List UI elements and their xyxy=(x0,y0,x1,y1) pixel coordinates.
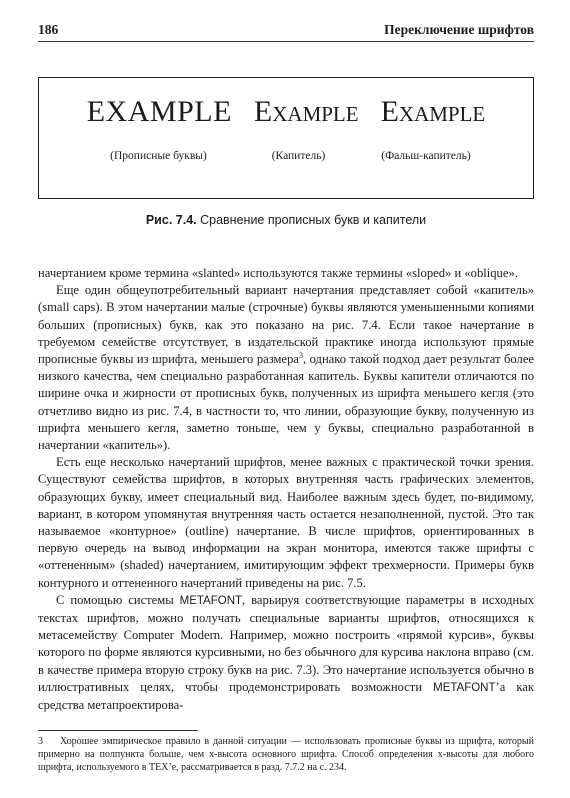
footnote xyxy=(38,735,534,774)
paragraph-4-part-a: С помощью системы xyxy=(56,592,180,607)
body-text xyxy=(38,265,534,714)
paragraph-2-part-a: Еще один общеупотребительный вариант начертания представляет собой «капитель» (small caps). В этом начертании малые (строчные) буквы являются уменьшенными копиями больших (прописных) букв, как это показано на рис. 7.4. Если такое начертание в требуемом семействе отсутствует, в издательской практике иногда используют прямые прописные буквы из шрифта, меньшего размера xyxy=(38,283,534,367)
document-page xyxy=(38,22,534,774)
figure-caption xyxy=(38,213,534,227)
example-smallcaps-first: E xyxy=(253,95,273,128)
running-header xyxy=(38,22,534,42)
paragraph-4 xyxy=(38,592,534,714)
label-caps: (Прописные буквы) xyxy=(110,150,207,162)
example-fake-first: E xyxy=(380,95,399,128)
example-smallcaps xyxy=(254,95,359,129)
footnote-divider xyxy=(38,730,198,731)
label-smallcaps: (Капитель) xyxy=(271,150,326,162)
page-number: 186 xyxy=(38,22,59,37)
paragraph-2 xyxy=(38,282,534,454)
section-title: Переключение шрифтов xyxy=(384,22,534,37)
metafont-name: METAFONT xyxy=(433,681,496,694)
footnote-number: 3 xyxy=(38,736,43,748)
figure-frame xyxy=(38,77,534,199)
paragraph-2-part-b: , однако такой подход дает результат более низкого качества, чем специально разработанная капитель. Буквы капители отличаются по ширине очка и жирности от прописных букв, полученных из шрифта меньшего кегля (это отчетливо видно из рис. 7.4, в частности то, что линии, образующие букву, полученную из шрифта меньшего кегля, заметно тоньше, чем у буквы, специально разработанной в начертании «капитель»). xyxy=(38,352,535,453)
metafont-name: METAFONT xyxy=(179,594,243,607)
label-fake-smallcaps: (Фальш-капитель) xyxy=(381,150,471,162)
footnote-ref: 3 xyxy=(298,350,303,360)
footnote-text: Хорошее эмпирическое правило в данной ситуации — использовать прописные буквы из шрифта, который примерно на полпункта больше, чем x-высота основного шрифта. Способ определения x-высоты для любого шрифта, используемого в TEX’е, рассматривается в разд. 7.7.2 на с. 234. xyxy=(38,736,534,774)
example-row xyxy=(39,95,533,129)
labels-row xyxy=(39,150,533,162)
paragraph-4-part-c: ’а как средства метапроектирова- xyxy=(38,679,534,713)
example-fake-smallcaps xyxy=(381,95,486,129)
example-fake-rest: XAMPLE xyxy=(398,102,486,126)
paragraph-4-part-b: , варьируя соответствующие параметры в исходных текстах шрифтов, можно получать специальные варианты шрифтов, относящихся к метасемейству Computer Modern. Например, можно построить «прямой курсив», буквы которого по форме являются курсивными, но без обычного для курсива наклона вправо (см. в качестве примера вторую строку букв на рис. 7.3). Это начертание используется обычно в иллюстративных целях, чтобы продемонстрировать возможности xyxy=(38,592,534,694)
example-smallcaps-rest: xample xyxy=(272,95,359,128)
figure-caption-text: Сравнение прописных букв и капители xyxy=(200,213,427,227)
example-caps: EXAMPLE xyxy=(86,95,232,128)
figure-caption-number: Рис. 7.4. xyxy=(145,213,197,227)
paragraph-1: начертанием кроме термина «slanted» используются также термины «sloped» и «oblique». xyxy=(38,266,518,280)
paragraph-3: Есть еще несколько начертаний шрифтов, менее важных с практической точки зрения. Существуют семейства шрифтов, в которых внутренняя часть графических элементов, образующих букву, имеет специальный вид. Наиболее важным здесь будет, по-видимому, вариант, в котором упомянутая внутренняя часть остается незаполненной, пустой. Это так называемое «контурное» (outline) начертание. В числе шрифтов, ориентированных в первую очередь на вывод информации на экран монитора, имеются также шрифты с «оттененным» (shaded) начертанием, имитирующим эффект трехмерности. Примеры букв контурного и оттененного начертаний приведены на рис. 7.5. xyxy=(38,455,534,590)
